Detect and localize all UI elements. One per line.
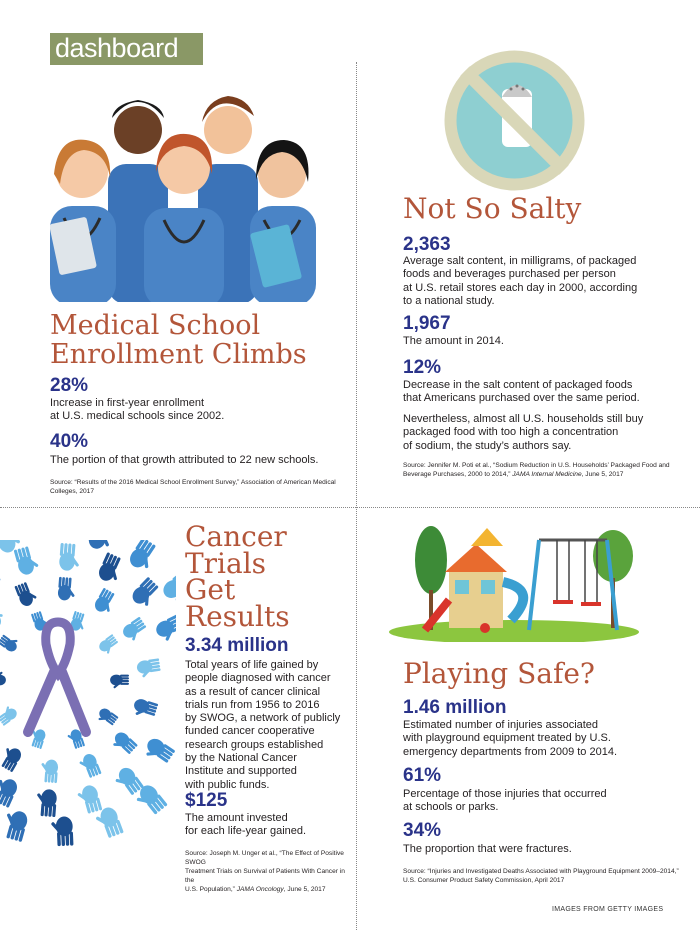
cancer-title bbox=[185, 520, 290, 633]
desc-line: at U.S. retail stores each day in 2000, according bbox=[403, 281, 638, 294]
desc-line: research groups established bbox=[185, 738, 324, 751]
desc-line: by the National Cancer bbox=[185, 752, 297, 765]
cancer-source bbox=[185, 849, 350, 894]
play-stat-1: 1.46 million bbox=[403, 697, 507, 718]
desc-line: Institute and supported bbox=[185, 765, 297, 778]
desc-line: that Americans purchased over the same period. bbox=[403, 392, 640, 405]
source-line: Treatment Trials on Survival of Patients With Cancer in the bbox=[185, 868, 345, 884]
medical-stat-1: 28% bbox=[50, 375, 89, 396]
source-line: Source: Jennifer M. Poti et al., “Sodium Reduction in U.S. Households’ Packaged Food and bbox=[403, 462, 670, 469]
desc-line: as a result of cancer clinical bbox=[185, 685, 321, 698]
desc-line: to a national study. bbox=[403, 294, 495, 307]
salt-note bbox=[403, 413, 643, 453]
desc-line: at U.S. medical schools since 2002. bbox=[50, 410, 225, 423]
salt-title: Not So Salty bbox=[403, 192, 582, 225]
medical-team-illustration bbox=[50, 88, 316, 302]
cancer-title-line: Results bbox=[185, 599, 290, 633]
desc-line: Total years of life gained by bbox=[185, 659, 319, 671]
salt-stat-1: 2,363 bbox=[403, 234, 451, 255]
desc-line: Percentage of those injuries that occurred bbox=[403, 788, 607, 800]
source-text: U.S. Population,” bbox=[185, 886, 237, 893]
play-desc-3: The proportion that were fractures. bbox=[403, 843, 572, 855]
desc-line: of sodium, the study’s authors say. bbox=[403, 439, 572, 452]
section-tag: dashboard bbox=[50, 33, 203, 65]
medical-title-line1: Medical School bbox=[50, 310, 261, 341]
play-source bbox=[403, 867, 693, 885]
desc-line: Increase in first-year enrollment bbox=[50, 397, 205, 409]
salt-desc-2: The amount in 2014. bbox=[403, 335, 504, 347]
play-stat-2: 61% bbox=[403, 765, 442, 786]
cancer-title-line: Trials bbox=[185, 546, 267, 580]
salt-source bbox=[403, 461, 683, 479]
source-line: Source: Joseph M. Unger et al., “The Effect of Positive SWOG bbox=[185, 850, 344, 866]
desc-line: by SWOG, a network of publicly bbox=[185, 712, 341, 725]
desc-line: Average salt content, in milligrams, of packaged bbox=[403, 255, 637, 267]
cancer-desc-2 bbox=[185, 812, 306, 839]
medical-title bbox=[50, 311, 307, 369]
hands-ribbon-illustration bbox=[0, 540, 176, 860]
source-text: , June 5, 2017 bbox=[283, 886, 326, 893]
salt-desc-1 bbox=[403, 255, 637, 308]
horizontal-divider bbox=[0, 507, 700, 508]
medical-title-line2: Enrollment Climbs bbox=[50, 339, 307, 370]
medical-desc-2: The portion of that growth attributed to 22 new schools. bbox=[50, 454, 319, 466]
cancer-title-line: Cancer bbox=[185, 520, 287, 553]
cancer-desc-1 bbox=[185, 659, 340, 792]
play-stat-3: 34% bbox=[403, 820, 442, 841]
source-line: Source: “Injuries and Investigated Deaths Associated with Playground Equipment 2009–2014,” bbox=[403, 868, 679, 875]
desc-line: Decrease in the salt content of packaged foods bbox=[403, 379, 633, 391]
source-text: Beverage Purchases, 2000 to 2014,” bbox=[403, 471, 513, 478]
medical-desc-1 bbox=[50, 397, 224, 424]
desc-line: at schools or parks. bbox=[403, 801, 499, 814]
source-line: U.S. Consumer Product Safety Commission, April 2017 bbox=[403, 877, 565, 884]
source-journal: JAMA Oncology bbox=[236, 886, 284, 893]
desc-line: packaged food with too high a concentration bbox=[403, 426, 619, 439]
cancer-title-line: Get bbox=[185, 573, 236, 606]
play-desc-1 bbox=[403, 719, 617, 759]
source-line bbox=[185, 885, 350, 894]
desc-line: Nevertheless, almost all U.S. households still buy bbox=[403, 413, 644, 425]
cancer-stat-1: 3.34 million bbox=[185, 635, 289, 656]
playground-illustration bbox=[389, 520, 639, 642]
desc-line: foods and beverages purchased per person bbox=[403, 268, 616, 281]
desc-line: The amount invested bbox=[185, 812, 288, 824]
desc-line: funded cancer cooperative bbox=[185, 725, 315, 738]
medical-source: Source: “Results of the 2016 Medical School Enrollment Survey,” Association of American Medical Colleges, 2017 bbox=[50, 479, 336, 495]
salt-desc-3 bbox=[403, 379, 640, 406]
medical-stat-2: 40% bbox=[50, 431, 89, 452]
desc-line: emergency departments from 2009 to 2014. bbox=[403, 745, 618, 758]
play-desc-2 bbox=[403, 788, 607, 815]
desc-line: for each life-year gained. bbox=[185, 825, 307, 838]
source-text: , June 5, 2017 bbox=[581, 471, 624, 478]
salt-stat-3: 12% bbox=[403, 357, 442, 378]
vertical-divider bbox=[356, 62, 357, 930]
desc-line: Estimated number of injuries associated bbox=[403, 719, 599, 731]
source-journal: JAMA Internal Medicine bbox=[512, 471, 582, 478]
cancer-stat-2: $125 bbox=[185, 790, 228, 811]
desc-line: trials run from 1956 to 2016 bbox=[185, 698, 320, 711]
salt-stat-2: 1,967 bbox=[403, 313, 451, 334]
desc-line: with public funds. bbox=[185, 778, 270, 791]
play-title: Playing Safe? bbox=[403, 657, 595, 690]
image-credit: IMAGES FROM GETTY IMAGES bbox=[552, 906, 664, 913]
desc-line: with playground equipment treated by U.S. bbox=[403, 732, 611, 745]
desc-line: people diagnosed with cancer bbox=[185, 672, 331, 685]
source-line bbox=[403, 470, 683, 479]
no-salt-icon bbox=[443, 49, 586, 192]
